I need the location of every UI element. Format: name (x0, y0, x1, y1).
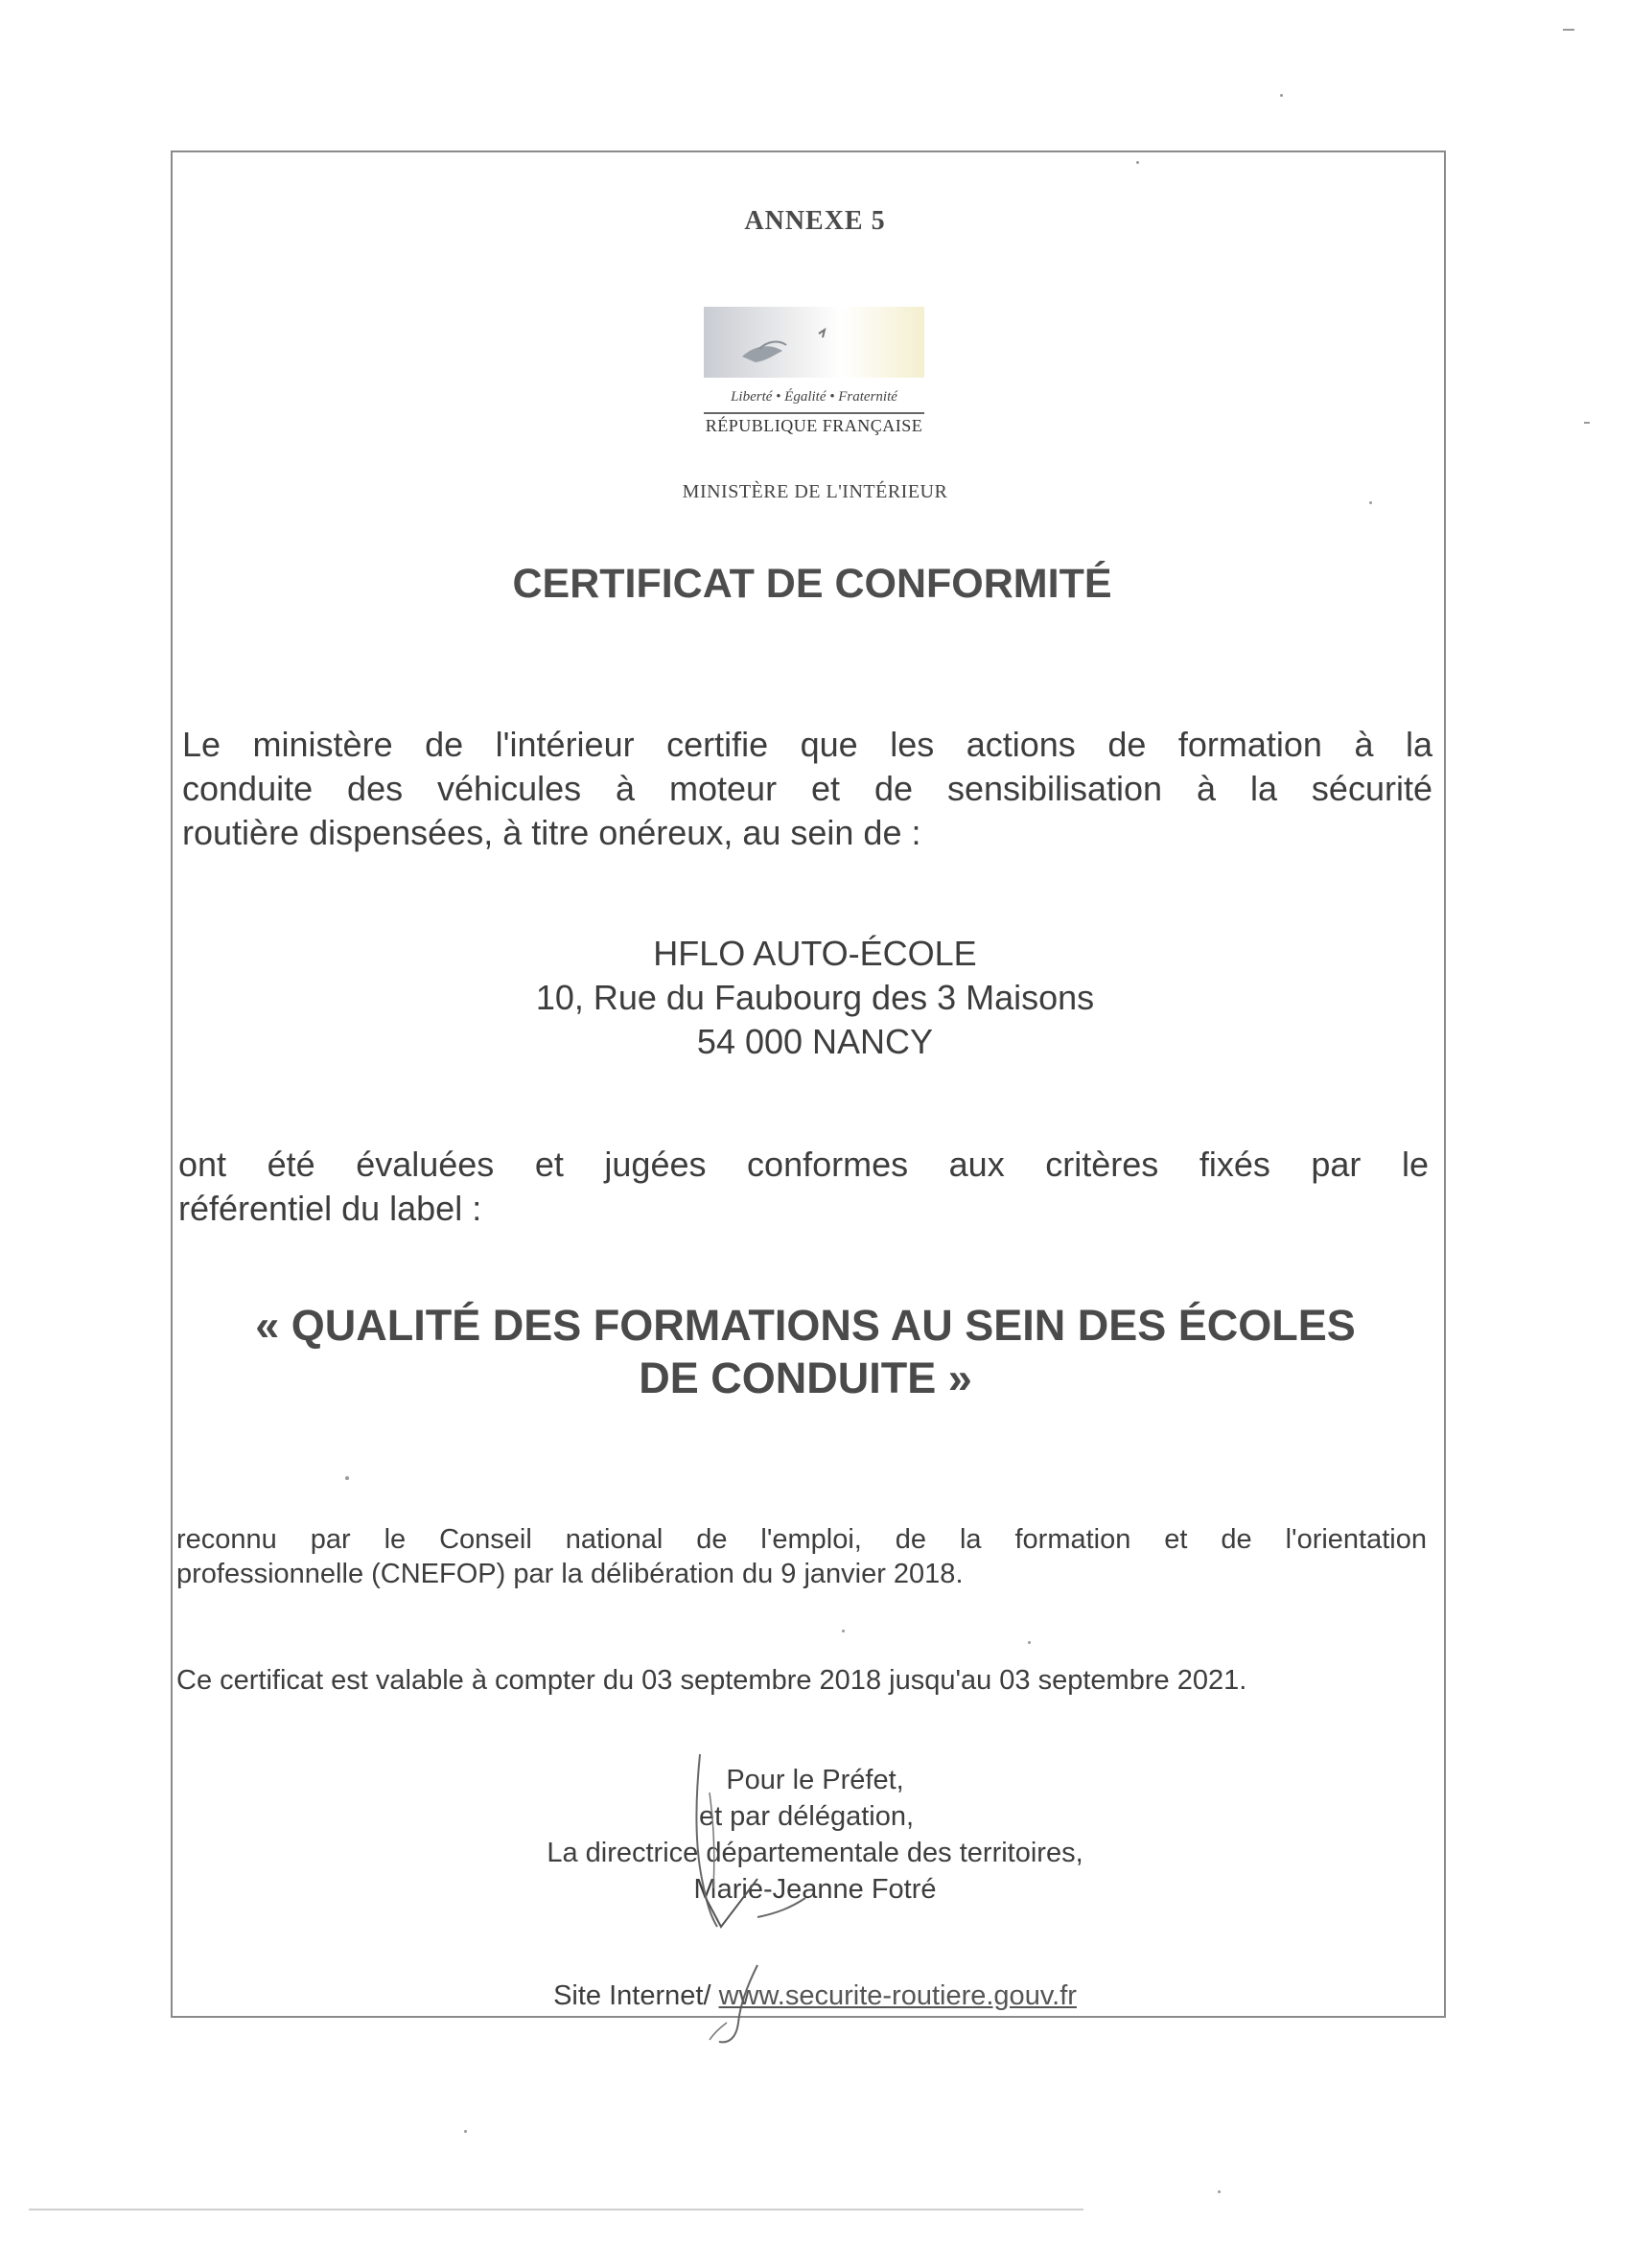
scan-speck (1584, 422, 1590, 424)
annex-heading: ANNEXE 5 (744, 206, 886, 236)
paragraph1-line: routière dispensées, à titre onéreux, au sein de : (182, 813, 921, 852)
evaluation-paragraph (178, 1143, 1429, 1231)
scan-speck (1563, 29, 1574, 31)
recognition-paragraph (176, 1522, 1427, 1591)
ministry-name (0, 481, 1630, 503)
marianne-flag-icon (704, 307, 924, 378)
certificate-title-text: CERTIFICAT DE CONFORMITÉ (512, 561, 1112, 607)
signature-line: Pour le Préfet, (726, 1765, 904, 1795)
label-name-line: « QUALITÉ DES FORMATIONS AU SEIN DES ÉCOLES (255, 1301, 1356, 1350)
scan-speck (1218, 2190, 1221, 2193)
school-city: 54 000 NANCY (696, 1022, 934, 1061)
signatory-name: Marie-Jeanne Fotré (693, 1874, 937, 1905)
signature-line: La directrice départementale des territoires, (547, 1838, 1083, 1868)
website-link[interactable]: www.securite-routiere.gouv.fr (718, 1980, 1077, 2011)
paragraph1-line: Le ministère de l'intérieur certifie que les actions de formation à la (182, 725, 1432, 764)
school-name: HFLO AUTO-ÉCOLE (653, 934, 977, 973)
marianne-logo (704, 307, 924, 441)
validity-statement: Ce certificat est valable à compter du 03 septembre 2018 jusqu'au 03 septembre 2021. (176, 1665, 1247, 1696)
certification-paragraph (182, 723, 1432, 855)
paragraph2-line: ont été évaluées et jugées conformes aux critères fixés par le (178, 1145, 1429, 1184)
scan-speck (1136, 161, 1139, 164)
scan-speck (1280, 94, 1283, 97)
scan-speck (345, 1476, 349, 1480)
handwritten-signature (614, 1735, 863, 2061)
logo-divider (704, 412, 924, 414)
website-label: Site Internet (553, 1980, 704, 2011)
paragraph2-line: référentiel du label : (178, 1189, 482, 1228)
paragraph1-line: conduite des véhicules à moteur et de sensibilisation à la sécurité (182, 769, 1432, 808)
label-name-line: DE CONDUITE » (639, 1354, 972, 1402)
paragraph3-line: reconnu par le Conseil national de l'emploi, de la formation et de l'orientation (176, 1524, 1427, 1555)
certificate-title (0, 561, 1630, 608)
scan-speck (464, 2130, 467, 2133)
scan-speck (842, 1630, 845, 1632)
republique-francaise: RÉPUBLIQUE FRANÇAISE (705, 416, 923, 435)
republic-motto: Liberté • Égalité • Fraternité (731, 389, 897, 405)
scan-artifact-line (29, 2209, 1083, 2210)
website-separator: / (703, 1980, 719, 2011)
school-address (0, 932, 1630, 1064)
scan-speck (1369, 501, 1372, 504)
scan-speck (1028, 1641, 1031, 1644)
website-footer (0, 1980, 1630, 2012)
school-street: 10, Rue du Faubourg des 3 Maisons (535, 978, 1095, 1017)
ministry-name-text: MINISTÈRE DE L'INTÉRIEUR (682, 481, 948, 502)
paragraph3-line: professionnelle (CNEFOP) par la délibération du 9 janvier 2018. (176, 1559, 964, 1589)
signature-line: et par délégation, (698, 1801, 915, 1832)
label-name (182, 1299, 1429, 1404)
